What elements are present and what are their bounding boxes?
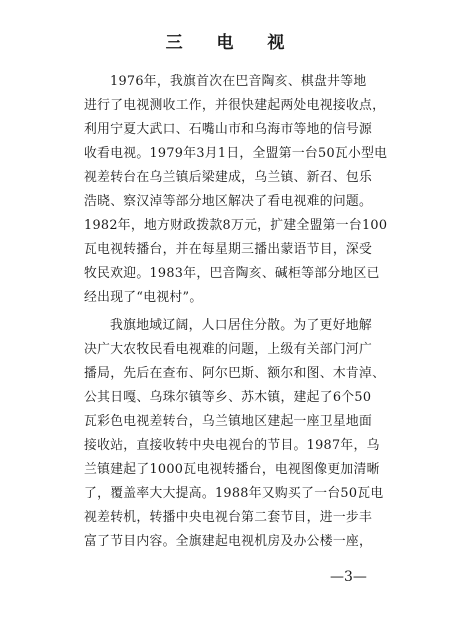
paragraph-line: 公其日嘎、乌珠尔镇等乡、苏木镇，建起了6个50	[84, 390, 372, 405]
paragraph-line: 瓦电视转播台，并在每星期三播出蒙语节目，深受	[84, 242, 373, 257]
paragraph-line: 视差转台在乌兰镇后梁建成，乌兰镇、新召、包乐	[84, 170, 373, 185]
paragraph-line: 了，覆盖率大大提高。1988年又购买了一台50瓦电	[84, 486, 384, 501]
page-number: —3—	[330, 569, 367, 585]
paragraph-line: 视差转机，转播中央电视台第二套节目，进一步丰	[84, 510, 373, 525]
paragraph-line: 经出现了“电视村”。	[84, 290, 203, 305]
paragraph-line: 利用宁夏大武口、石嘴山市和乌海市等地的信号源	[84, 122, 373, 137]
paragraph-line: 瓦彩色电视差转台，乌兰镇地区建起一座卫星地面	[84, 414, 373, 429]
paragraph-line: 1976年，我旗首次在巴音陶亥、棋盘井等地	[110, 74, 367, 89]
paragraph-line: 我旗地域辽阔，人口居住分散。为了更好地解	[110, 318, 372, 333]
body-text	[84, 70, 410, 554]
paragraph-line: 播局，先后在查布、阿尔巴斯、额尔和图、木肯淖、	[84, 366, 386, 381]
paragraph-line: 兰镇建起了1000瓦电视转播台，电视图像更加清晰	[84, 462, 380, 477]
paragraph-line: 1982年，地方财政拨款8万元，扩建全盟第一台100	[84, 218, 388, 233]
paragraph-line: 接收站，直接收转中央电视台的节目。1987年，乌	[84, 438, 380, 453]
paragraph-line: 浩晓、察汉淖等部分地区解决了看电视难的问题。	[84, 194, 373, 209]
section-title: 三 电 视	[165, 33, 299, 53]
paragraph-line: 牧民欢迎。1983年，巴音陶亥、碱柜等部分地区已	[84, 266, 380, 281]
paragraph-line: 收看电视。1979年3月1日，全盟第一台50瓦小型电	[84, 146, 388, 161]
paragraph-line: 富了节目内容。全旗建起电视机房及办公楼一座，	[84, 534, 373, 549]
paragraph-line: 决广大农牧民看电视难的问题，上级有关部门河广	[84, 342, 373, 357]
paragraph-line: 进行了电视测收工作，并很快建起两处电视接收点，	[84, 98, 386, 113]
